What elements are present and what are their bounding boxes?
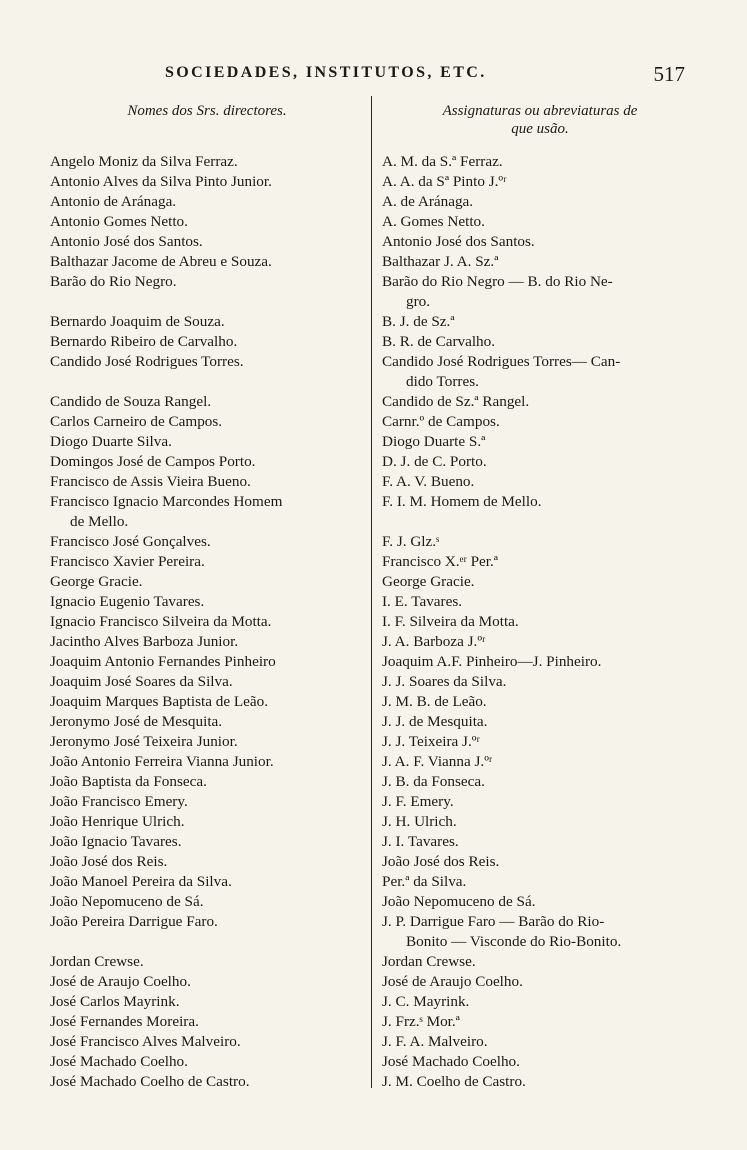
signatures-list (382, 152, 700, 1092)
director-name: João Henrique Ulrich. (50, 813, 185, 830)
signatures-column-heading (380, 102, 700, 138)
signature-entry: A. de Aránaga. (382, 193, 474, 210)
director-name: João Manoel Pereira da Silva. (50, 873, 232, 890)
signature-entry: gro. (406, 293, 431, 310)
director-name: João Antonio Ferreira Vianna Junior. (50, 753, 274, 770)
director-name: Bernardo Ribeiro de Carvalho. (50, 333, 238, 350)
signature-entry: I. E. Tavares. (382, 593, 463, 610)
director-name: Antonio Gomes Netto. (50, 213, 188, 230)
running-header (0, 64, 747, 88)
signatures-heading-line-1: Assignaturas ou abreviaturas de (442, 103, 638, 119)
director-name: de Mello. (70, 513, 129, 530)
signature-entry: João Nepomuceno de Sá. (382, 893, 536, 910)
director-name: João Nepomuceno de Sá. (50, 893, 204, 910)
signature-entry: José de Araujo Coelho. (382, 973, 523, 990)
signature-entry: Per.ª da Silva. (382, 873, 467, 890)
director-name: Francisco Xavier Pereira. (50, 553, 205, 570)
directors-names-list (50, 152, 370, 1092)
names-column-heading: Nomes dos Srs. directores. (127, 103, 287, 119)
director-name: José Carlos Mayrink. (50, 993, 180, 1010)
director-name: Balthazar Jacome de Abreu e Souza. (50, 253, 272, 270)
signature-entry: Candido de Sz.ª Rangel. (382, 393, 530, 410)
director-name: Candido José Rodrigues Torres. (50, 353, 244, 370)
director-name: Barão do Rio Negro. (50, 273, 177, 290)
signature-entry: José Machado Coelho. (382, 1053, 520, 1070)
signature-entry: Joaquim A.F. Pinheiro—J. Pinheiro. (382, 653, 602, 670)
director-name: Candido de Souza Rangel. (50, 393, 212, 410)
director-name: Jeronymo José Teixeira Junior. (50, 733, 238, 750)
signature-entry: Balthazar J. A. Sz.ª (382, 253, 499, 270)
signature-entry: Candido José Rodrigues Torres— Can- (382, 353, 621, 370)
signature-entry: B. R. de Carvalho. (382, 333, 496, 350)
signature-entry: J. A. F. Vianna J.ºʳ (382, 753, 493, 770)
signature-entry: F. A. V. Bueno. (382, 473, 475, 490)
signature-entry: Jordan Crewse. (382, 953, 476, 970)
signature-entry: J. F. Emery. (382, 793, 454, 810)
signature-entry: J. P. Darrigue Faro — Barão do Rio- (382, 913, 605, 930)
director-name: Joaquim José Soares da Silva. (50, 673, 233, 690)
signature-entry: dido Torres. (406, 373, 479, 390)
signature-entry: J. J. de Mesquita. (382, 713, 488, 730)
signature-entry: D. J. de C. Porto. (382, 453, 487, 470)
director-name: Domingos José de Campos Porto. (50, 453, 256, 470)
signature-entry: J. F. A. Malveiro. (382, 1033, 488, 1050)
signature-entry: J. B. da Fonseca. (382, 773, 485, 790)
signature-entry: J. M. Coelho de Castro. (382, 1073, 526, 1090)
signature-entry: Carnr.º de Campos. (382, 413, 500, 430)
signature-entry: Barão do Rio Negro — B. do Rio Ne- (382, 273, 613, 290)
signature-entry: J. C. Mayrink. (382, 993, 470, 1010)
signature-entry: F. J. Glz.ˢ (382, 533, 440, 550)
signature-entry: Diogo Duarte S.ª (382, 433, 486, 450)
signature-entry: A. A. da Sª Pinto J.ºʳ (382, 173, 507, 190)
signature-entry: A. Gomes Netto. (382, 213, 485, 230)
signature-entry: João José dos Reis. (382, 853, 500, 870)
director-name: Francisco José Gonçalves. (50, 533, 211, 550)
signature-entry: J. I. Tavares. (382, 833, 459, 850)
page-number: 517 (653, 62, 685, 86)
director-name: Antonio José dos Santos. (50, 233, 203, 250)
signature-entry: J. A. Barboza J.ºʳ (382, 633, 486, 650)
director-name: José Machado Coelho de Castro. (50, 1073, 250, 1090)
column-divider (371, 96, 372, 1088)
director-name: Jordan Crewse. (50, 953, 144, 970)
signature-entry: J. H. Ulrich. (382, 813, 457, 830)
director-name: João Pereira Darrigue Faro. (50, 913, 218, 930)
signature-entry: F. I. M. Homem de Mello. (382, 493, 542, 510)
blank-line (50, 372, 370, 392)
signature-entry: J. J. Teixeira J.ºʳ (382, 733, 480, 750)
signature-entry: A. M. da S.ª Ferraz. (382, 153, 503, 170)
director-name: José Fernandes Moreira. (50, 1013, 199, 1030)
signature-entry: George Gracie. (382, 573, 475, 590)
director-name: Jeronymo José de Mesquita. (50, 713, 223, 730)
signature-entry: J. J. Soares da Silva. (382, 673, 507, 690)
director-name: Francisco Ignacio Marcondes Homem (50, 493, 283, 510)
director-name: José Francisco Alves Malveiro. (50, 1033, 241, 1050)
signature-entry: Antonio José dos Santos. (382, 233, 535, 250)
page-title: SOCIEDADES, INSTITUTOS, ETC. (165, 64, 487, 81)
director-name: Diogo Duarte Silva. (50, 433, 172, 450)
signature-entry: J. Frz.ˢ Mor.ª (382, 1013, 460, 1030)
signature-entry: Bonito — Visconde do Rio-Bonito. (406, 933, 622, 950)
director-name: Angelo Moniz da Silva Ferraz. (50, 153, 238, 170)
director-name: João Ignacio Tavares. (50, 833, 182, 850)
director-name: Joaquim Marques Baptista de Leão. (50, 693, 269, 710)
director-name: Joaquim Antonio Fernandes Pinheiro (50, 653, 276, 670)
signatures-heading-line-2: que usão. (511, 121, 569, 137)
director-name: Jacintho Alves Barboza Junior. (50, 633, 239, 650)
director-name: Bernardo Joaquim de Souza. (50, 313, 225, 330)
director-name: Antonio de Aránaga. (50, 193, 177, 210)
blank-line (382, 512, 700, 532)
director-name: José Machado Coelho. (50, 1053, 188, 1070)
director-name: João José dos Reis. (50, 853, 168, 870)
director-name: Ignacio Eugenio Tavares. (50, 593, 205, 610)
signature-entry: J. M. B. de Leão. (382, 693, 487, 710)
blank-line (50, 932, 370, 952)
director-name: Francisco de Assis Vieira Bueno. (50, 473, 251, 490)
blank-line (50, 292, 370, 312)
director-name: João Francisco Emery. (50, 793, 188, 810)
director-name: Ignacio Francisco Silveira da Motta. (50, 613, 272, 630)
director-name: Antonio Alves da Silva Pinto Junior. (50, 173, 272, 190)
signature-entry: Francisco X.ᵉʳ Per.ª (382, 553, 498, 570)
director-name: Carlos Carneiro de Campos. (50, 413, 223, 430)
signature-entry: I. F. Silveira da Motta. (382, 613, 519, 630)
director-name: George Gracie. (50, 573, 143, 590)
signature-entry: B. J. de Sz.ª (382, 313, 455, 330)
director-name: João Baptista da Fonseca. (50, 773, 207, 790)
director-name: José de Araujo Coelho. (50, 973, 191, 990)
